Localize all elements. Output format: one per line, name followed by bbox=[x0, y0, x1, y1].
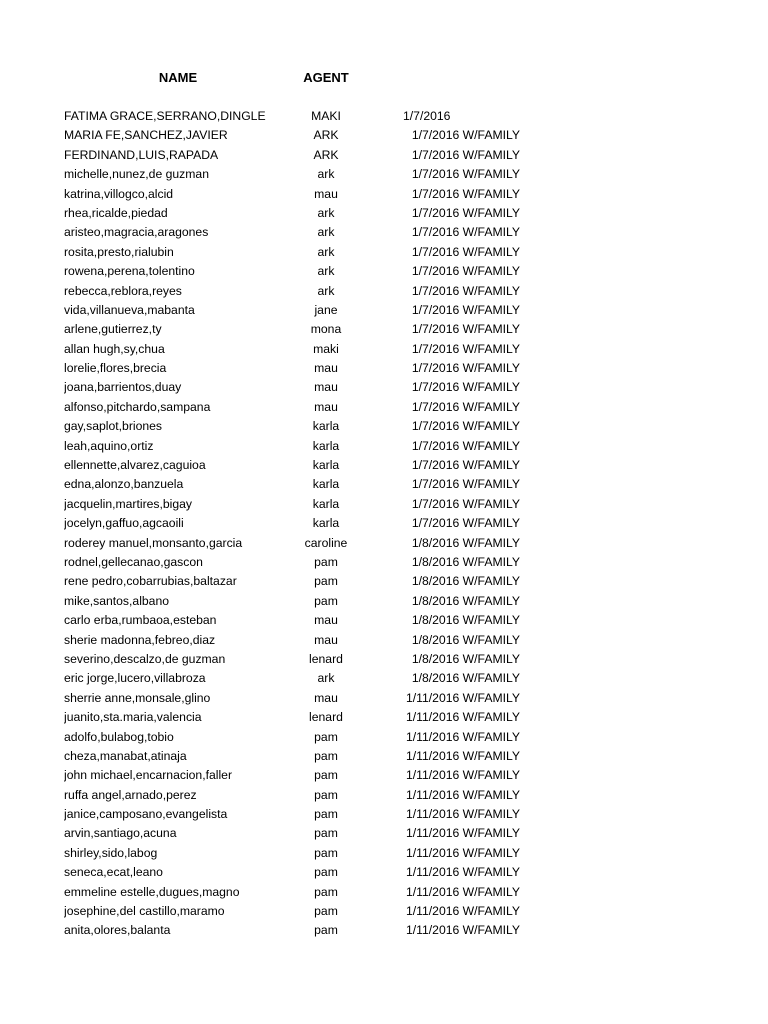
name-cell: severino,descalzo,de guzman bbox=[64, 651, 226, 666]
date-cell: 1/11/2016 W/FAMILY bbox=[405, 729, 520, 744]
agent-cell: ARK bbox=[313, 147, 339, 162]
agent-cell: mau bbox=[314, 380, 338, 395]
agent-cell: pam bbox=[314, 904, 338, 919]
date-cell: 1/8/2016 W/FAMILY bbox=[411, 651, 520, 666]
date-cell: 1/7/2016 bbox=[403, 109, 451, 123]
date-cell: 1/8/2016 W/FAMILY bbox=[411, 671, 520, 686]
date-cell: 1/8/2016 W/FAMILY bbox=[411, 613, 520, 628]
date-cell: 1/7/2016 W/FAMILY bbox=[411, 322, 520, 337]
agent-cell: ARK bbox=[313, 128, 339, 143]
agent-cell: karla bbox=[312, 438, 340, 453]
table-row bbox=[0, 514, 768, 533]
name-cell: ellennette,alvarez,caguioa bbox=[64, 458, 206, 473]
date-cell: 1/11/2016 W/FAMILY bbox=[405, 787, 520, 802]
name-cell: rhea,ricalde,piedad bbox=[64, 205, 168, 220]
name-cell: jacquelin,martires,bigay bbox=[64, 496, 193, 511]
date-cell: 1/7/2016 W/FAMILY bbox=[411, 380, 520, 395]
agent-cell: pam bbox=[314, 768, 338, 783]
table-row bbox=[0, 223, 768, 242]
table-row bbox=[0, 824, 768, 843]
table-row bbox=[0, 669, 768, 688]
table-row bbox=[0, 902, 768, 921]
table-row bbox=[0, 301, 768, 320]
date-cell: 1/7/2016 W/FAMILY bbox=[411, 167, 520, 182]
table-row bbox=[0, 921, 768, 940]
table-row bbox=[0, 534, 768, 553]
name-cell: vida,villanueva,mabanta bbox=[64, 302, 195, 317]
agent-cell: maki bbox=[313, 341, 339, 356]
table-row bbox=[0, 844, 768, 863]
agent-cell: lenard bbox=[309, 710, 343, 725]
name-column-header: NAME bbox=[158, 70, 198, 85]
name-cell: katrina,villogco,alcid bbox=[64, 186, 174, 201]
name-cell: arlene,gutierrez,ty bbox=[64, 322, 162, 337]
date-cell: 1/11/2016 W/FAMILY bbox=[405, 748, 520, 763]
table-row bbox=[0, 204, 768, 223]
table-row bbox=[0, 146, 768, 165]
name-cell: rowena,perena,tolentino bbox=[64, 264, 195, 279]
date-cell: 1/7/2016 W/FAMILY bbox=[411, 147, 520, 162]
date-cell: 1/11/2016 W/FAMILY bbox=[405, 904, 520, 919]
date-cell: 1/7/2016 W/FAMILY bbox=[411, 419, 520, 434]
agent-cell: karla bbox=[312, 477, 340, 492]
agent-cell: karla bbox=[312, 419, 340, 434]
agent-cell: pam bbox=[314, 865, 338, 880]
name-cell: ruffa angel,arnado,perez bbox=[64, 787, 197, 802]
table-row bbox=[0, 320, 768, 339]
table-row bbox=[0, 728, 768, 747]
table-row bbox=[0, 243, 768, 262]
name-cell: aristeo,magracia,aragones bbox=[64, 225, 209, 240]
table-row bbox=[0, 747, 768, 766]
table-row bbox=[0, 863, 768, 882]
table-row bbox=[0, 766, 768, 785]
table-row bbox=[0, 883, 768, 902]
table-row bbox=[0, 417, 768, 436]
table-row bbox=[0, 126, 768, 145]
name-cell: sherie madonna,febreo,diaz bbox=[64, 632, 216, 647]
agent-cell: MAKI bbox=[311, 109, 341, 123]
table-row bbox=[0, 340, 768, 359]
name-cell: janice,camposano,evangelista bbox=[64, 807, 228, 822]
date-cell: 1/11/2016 W/FAMILY bbox=[405, 690, 520, 705]
date-cell: 1/7/2016 W/FAMILY bbox=[411, 361, 520, 376]
date-cell: 1/11/2016 W/FAMILY bbox=[405, 710, 520, 725]
agent-cell: ark bbox=[317, 264, 335, 279]
table-row bbox=[0, 185, 768, 204]
name-cell: leah,aquino,ortiz bbox=[64, 438, 154, 453]
date-cell: 1/11/2016 W/FAMILY bbox=[405, 826, 520, 841]
date-cell: 1/8/2016 W/FAMILY bbox=[411, 593, 520, 608]
agent-cell: pam bbox=[314, 845, 338, 860]
date-cell: 1/7/2016 W/FAMILY bbox=[411, 128, 520, 143]
table-row bbox=[0, 282, 768, 301]
agent-cell: mau bbox=[314, 613, 338, 628]
date-cell: 1/8/2016 W/FAMILY bbox=[411, 554, 520, 569]
name-cell: jocelyn,gaffuo,agcaoili bbox=[64, 516, 184, 531]
agent-cell: karla bbox=[312, 496, 340, 511]
agent-cell: pam bbox=[314, 923, 338, 938]
name-cell: mike,santos,albano bbox=[64, 593, 170, 608]
agent-cell: mau bbox=[314, 399, 338, 414]
agent-cell: pam bbox=[314, 729, 338, 744]
table-row bbox=[0, 456, 768, 475]
date-cell: 1/7/2016 W/FAMILY bbox=[411, 225, 520, 240]
name-cell: joana,barrientos,duay bbox=[64, 380, 182, 395]
name-cell: rosita,presto,rialubin bbox=[64, 244, 174, 259]
date-cell: 1/7/2016 W/FAMILY bbox=[411, 516, 520, 531]
date-cell: 1/7/2016 W/FAMILY bbox=[411, 186, 520, 201]
name-cell: arvin,santiago,acuna bbox=[64, 826, 177, 841]
name-cell: rene pedro,cobarrubias,baltazar bbox=[64, 574, 237, 589]
agent-cell: lenard bbox=[309, 651, 343, 666]
date-cell: 1/7/2016 W/FAMILY bbox=[411, 399, 520, 414]
date-cell: 1/7/2016 W/FAMILY bbox=[411, 438, 520, 453]
agent-cell: ark bbox=[317, 671, 335, 686]
table-row bbox=[0, 359, 768, 378]
date-cell: 1/11/2016 W/FAMILY bbox=[405, 845, 520, 860]
table-row bbox=[0, 592, 768, 611]
agent-cell: karla bbox=[312, 458, 340, 473]
name-cell: rebecca,reblora,reyes bbox=[64, 283, 182, 298]
table-row bbox=[0, 495, 768, 514]
name-cell: sherrie anne,monsale,glino bbox=[64, 690, 211, 705]
date-cell: 1/8/2016 W/FAMILY bbox=[411, 535, 520, 550]
table-row bbox=[0, 572, 768, 591]
name-cell: allan hugh,sy,chua bbox=[64, 341, 165, 356]
agent-cell: ark bbox=[317, 244, 335, 259]
name-cell: alfonso,pitchardo,sampana bbox=[64, 399, 211, 414]
table-header bbox=[0, 70, 768, 88]
agent-cell: pam bbox=[314, 593, 338, 608]
name-cell: roderey manuel,monsanto,garcia bbox=[64, 535, 243, 550]
date-cell: 1/8/2016 W/FAMILY bbox=[411, 574, 520, 589]
name-cell: edna,alonzo,banzuela bbox=[64, 477, 184, 492]
date-cell: 1/7/2016 W/FAMILY bbox=[411, 264, 520, 279]
table-row bbox=[0, 553, 768, 572]
table-row bbox=[0, 262, 768, 281]
name-cell: eric jorge,lucero,villabroza bbox=[64, 671, 206, 686]
date-cell: 1/8/2016 W/FAMILY bbox=[411, 632, 520, 647]
name-cell: gay,saplot,briones bbox=[64, 419, 163, 434]
table-row bbox=[0, 165, 768, 184]
agent-cell: pam bbox=[314, 748, 338, 763]
agent-cell: pam bbox=[314, 826, 338, 841]
name-cell: seneca,ecat,leano bbox=[64, 865, 163, 880]
agent-cell: mau bbox=[314, 186, 338, 201]
table-row bbox=[0, 689, 768, 708]
name-cell: MARIA FE,SANCHEZ,JAVIER bbox=[64, 128, 228, 143]
name-cell: josephine,del castillo,maramo bbox=[64, 904, 225, 919]
date-cell: 1/7/2016 W/FAMILY bbox=[411, 244, 520, 259]
table-row bbox=[0, 708, 768, 727]
name-cell: cheza,manabat,atinaja bbox=[64, 748, 187, 763]
name-cell: juanito,sta.maria,valencia bbox=[64, 710, 202, 725]
agent-cell: caroline bbox=[304, 535, 348, 550]
table-row bbox=[0, 437, 768, 456]
date-cell: 1/11/2016 W/FAMILY bbox=[405, 923, 520, 938]
agent-cell: mau bbox=[314, 361, 338, 376]
name-cell: emmeline estelle,dugues,magno bbox=[64, 884, 240, 899]
table-row bbox=[0, 631, 768, 650]
table-row bbox=[0, 107, 768, 126]
date-cell: 1/7/2016 W/FAMILY bbox=[411, 341, 520, 356]
name-cell: michelle,nunez,de guzman bbox=[64, 167, 209, 182]
agent-cell: pam bbox=[314, 787, 338, 802]
table-row bbox=[0, 805, 768, 824]
name-cell: john michael,encarnacion,faller bbox=[64, 768, 233, 783]
table-body bbox=[0, 107, 768, 941]
date-cell: 1/7/2016 W/FAMILY bbox=[411, 458, 520, 473]
date-cell: 1/7/2016 W/FAMILY bbox=[411, 205, 520, 220]
date-cell: 1/7/2016 W/FAMILY bbox=[411, 283, 520, 298]
table-row bbox=[0, 475, 768, 494]
date-cell: 1/11/2016 W/FAMILY bbox=[405, 884, 520, 899]
date-cell: 1/11/2016 W/FAMILY bbox=[405, 768, 520, 783]
name-cell: FERDINAND,LUIS,RAPADA bbox=[64, 147, 219, 162]
agent-cell: mona bbox=[310, 322, 342, 337]
name-cell: carlo erba,rumbaoa,esteban bbox=[64, 613, 217, 628]
agent-cell: ark bbox=[317, 167, 335, 182]
agent-cell: karla bbox=[312, 516, 340, 531]
agent-column-header: AGENT bbox=[303, 70, 349, 85]
date-cell: 1/7/2016 W/FAMILY bbox=[411, 496, 520, 511]
agent-cell: pam bbox=[314, 807, 338, 822]
name-cell: anita,olores,balanta bbox=[64, 923, 171, 938]
agent-cell: mau bbox=[314, 632, 338, 647]
name-cell: rodnel,gellecanao,gascon bbox=[64, 554, 203, 569]
table-row bbox=[0, 611, 768, 630]
date-cell: 1/7/2016 W/FAMILY bbox=[411, 477, 520, 492]
agent-cell: pam bbox=[314, 884, 338, 899]
agent-cell: ark bbox=[317, 283, 335, 298]
agent-cell: ark bbox=[317, 225, 335, 240]
agent-cell: mau bbox=[314, 690, 338, 705]
agent-cell: pam bbox=[314, 574, 338, 589]
agent-cell: pam bbox=[314, 554, 338, 569]
name-cell: adolfo,bulabog,tobio bbox=[64, 729, 174, 744]
agent-cell: ark bbox=[317, 205, 335, 220]
table-row bbox=[0, 650, 768, 669]
date-cell: 1/11/2016 W/FAMILY bbox=[405, 807, 520, 822]
date-cell: 1/7/2016 W/FAMILY bbox=[411, 302, 520, 317]
name-cell: FATIMA GRACE,SERRANO,DINGLE bbox=[64, 109, 266, 123]
table-row bbox=[0, 398, 768, 417]
agent-cell: jane bbox=[314, 302, 338, 317]
date-cell: 1/11/2016 W/FAMILY bbox=[405, 865, 520, 880]
table-row bbox=[0, 786, 768, 805]
name-cell: shirley,sido,labog bbox=[64, 845, 158, 860]
table-row bbox=[0, 378, 768, 397]
name-cell: lorelie,flores,brecia bbox=[64, 361, 167, 376]
